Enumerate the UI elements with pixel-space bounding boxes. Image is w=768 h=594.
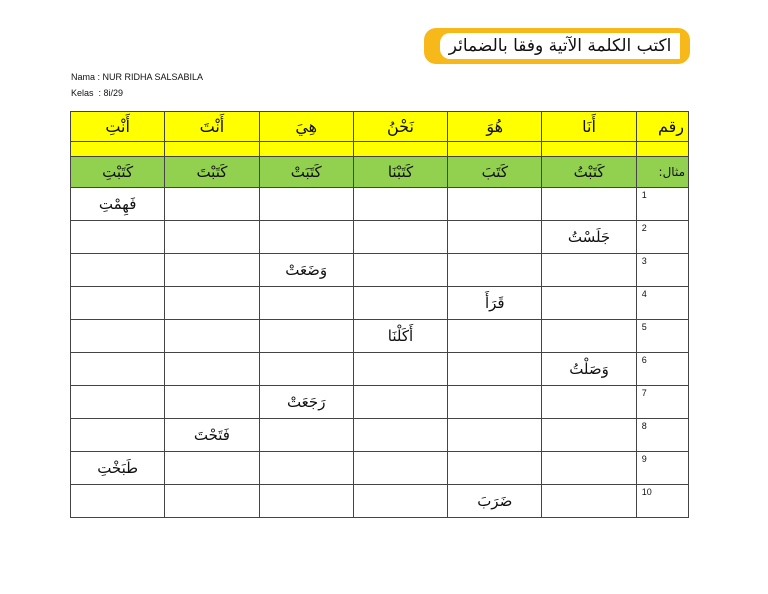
cell-ana [542, 452, 636, 485]
cell-nahnu [353, 188, 447, 221]
cell-huwa [448, 353, 542, 386]
cell-hiya [259, 254, 353, 287]
cell-anti [71, 188, 165, 221]
cell-hiya [259, 320, 353, 353]
header-huwa [448, 112, 542, 142]
row-number [636, 188, 688, 221]
cell-ana [542, 353, 636, 386]
cell-hiya [259, 287, 353, 320]
spacer-cell [448, 142, 542, 157]
example-nahnu-text: كَتَبْنَا [387, 163, 414, 181]
table-row [71, 188, 689, 221]
row-number [636, 353, 688, 386]
cell-nahnu [353, 320, 447, 353]
conjugation-table [70, 111, 689, 518]
cell-huwa [448, 485, 542, 518]
cell-anta [165, 485, 259, 518]
cell-anta [165, 188, 259, 221]
cell-hiya [259, 419, 353, 452]
cell-hiya [259, 221, 353, 254]
cell-ana [542, 287, 636, 320]
example-huwa-text: كَتَبَ [481, 163, 508, 181]
worksheet-title: اكتب الكلمة الآتية وفقا بالضمائر [440, 33, 680, 59]
row-number [636, 221, 688, 254]
cell-anta [165, 386, 259, 419]
table-row [71, 254, 689, 287]
cell-ana-text: وَصَلْتُ [569, 360, 609, 378]
cell-ana [542, 254, 636, 287]
header-anti [71, 112, 165, 142]
example-hiya [259, 157, 353, 188]
row-number-text: 3 [641, 256, 647, 266]
example-huwa [448, 157, 542, 188]
cell-huwa [448, 221, 542, 254]
cell-anta [165, 221, 259, 254]
cell-anta [165, 254, 259, 287]
cell-anti [71, 287, 165, 320]
header-hiya [259, 112, 353, 142]
example-anta-text: كَتَبْتَ [196, 163, 228, 181]
cell-huwa [448, 419, 542, 452]
row-number [636, 254, 688, 287]
cell-hiya [259, 353, 353, 386]
example-anta [165, 157, 259, 188]
spacer-cell [353, 142, 447, 157]
row-number [636, 287, 688, 320]
header-huwa-text: هُوَ [486, 117, 504, 136]
header-spacer-row [71, 142, 689, 157]
row-number [636, 386, 688, 419]
cell-huwa-text: قَرَأَ [484, 294, 505, 312]
cell-anti [71, 320, 165, 353]
row-number-text: 4 [641, 289, 647, 299]
table-row [71, 386, 689, 419]
row-number [636, 485, 688, 518]
header-nahnu [353, 112, 447, 142]
cell-nahnu [353, 419, 447, 452]
cell-hiya [259, 452, 353, 485]
header-anti-text: أَنْتِ [105, 117, 130, 136]
table-row [71, 485, 689, 518]
cell-huwa [448, 320, 542, 353]
cell-hiya-text: رَجَعَتْ [286, 393, 326, 411]
row-number-text: 1 [641, 190, 647, 200]
row-number-text: 5 [641, 322, 647, 332]
cell-anti [71, 419, 165, 452]
cell-anta [165, 452, 259, 485]
cell-ana-text: جَلَسْتُ [567, 228, 611, 246]
row-number [636, 419, 688, 452]
spacer-cell [636, 142, 688, 157]
cell-huwa [448, 452, 542, 485]
example-nahnu [353, 157, 447, 188]
row-number-text: 6 [641, 355, 647, 365]
example-label-text: مثال: [658, 165, 685, 179]
table-row [71, 452, 689, 485]
example-row [71, 157, 689, 188]
cell-hiya [259, 485, 353, 518]
row-number-text: 10 [641, 487, 652, 497]
cell-ana [542, 188, 636, 221]
cell-hiya [259, 386, 353, 419]
cell-huwa [448, 254, 542, 287]
cell-anta [165, 353, 259, 386]
cell-nahnu [353, 254, 447, 287]
cell-nahnu [353, 287, 447, 320]
cell-anti [71, 386, 165, 419]
student-class: Kelas : 8i/29 [71, 88, 124, 98]
number-header-text: رقم [657, 117, 684, 136]
cell-ana [542, 386, 636, 419]
spacer-cell [542, 142, 636, 157]
cell-nahnu [353, 221, 447, 254]
cell-nahnu-text: أَكَلْنَا [387, 327, 414, 345]
example-hiya-text: كَتَبَتْ [290, 163, 322, 181]
cell-anta-text: فَتَحْتَ [193, 426, 230, 444]
cell-huwa [448, 287, 542, 320]
cell-ana [542, 419, 636, 452]
example-anti [71, 157, 165, 188]
header-nahnu-text: نَحْنُ [387, 117, 414, 136]
table-row [71, 287, 689, 320]
row-number [636, 320, 688, 353]
cell-anti-text: فَهِمْتِ [98, 195, 137, 213]
cell-nahnu [353, 386, 447, 419]
row-number-text: 8 [641, 421, 647, 431]
cell-huwa-text: ضَرَبَ [477, 492, 513, 510]
cell-anti [71, 485, 165, 518]
example-ana [542, 157, 636, 188]
cell-nahnu [353, 485, 447, 518]
cell-anta [165, 419, 259, 452]
cell-anti [71, 452, 165, 485]
example-ana-text: كَتَبْتُ [573, 163, 605, 181]
cell-anti [71, 221, 165, 254]
cell-hiya-text: وَضَعَتْ [285, 261, 328, 279]
number-header [636, 112, 688, 142]
cell-anti-text: طَبَخْتِ [97, 459, 139, 477]
row-number-text: 2 [641, 223, 647, 233]
table-row [71, 353, 689, 386]
table-row [71, 221, 689, 254]
row-number [636, 452, 688, 485]
spacer-cell [259, 142, 353, 157]
cell-nahnu [353, 353, 447, 386]
cell-huwa [448, 386, 542, 419]
header-anta [165, 112, 259, 142]
pronoun-header-row [71, 112, 689, 142]
spacer-cell [71, 142, 165, 157]
example-label [636, 157, 688, 188]
cell-nahnu [353, 452, 447, 485]
header-ana [542, 112, 636, 142]
header-hiya-text: هِيَ [295, 117, 318, 136]
student-name: Nama : NUR RIDHA SALSABILA [71, 72, 204, 82]
header-anta-text: أَنْتَ [199, 117, 225, 136]
cell-ana [542, 221, 636, 254]
row-number-text: 9 [641, 454, 647, 464]
cell-ana [542, 320, 636, 353]
cell-anti [71, 254, 165, 287]
table-row [71, 419, 689, 452]
cell-anta [165, 320, 259, 353]
table-row [71, 320, 689, 353]
row-number-text: 7 [641, 388, 647, 398]
cell-anta [165, 287, 259, 320]
spacer-cell [165, 142, 259, 157]
cell-hiya [259, 188, 353, 221]
header-ana-text: أَنَا [582, 117, 596, 136]
cell-huwa [448, 188, 542, 221]
cell-anti [71, 353, 165, 386]
title-banner [424, 28, 690, 64]
cell-ana [542, 485, 636, 518]
example-anti-text: كَتَبْتِ [102, 163, 134, 181]
